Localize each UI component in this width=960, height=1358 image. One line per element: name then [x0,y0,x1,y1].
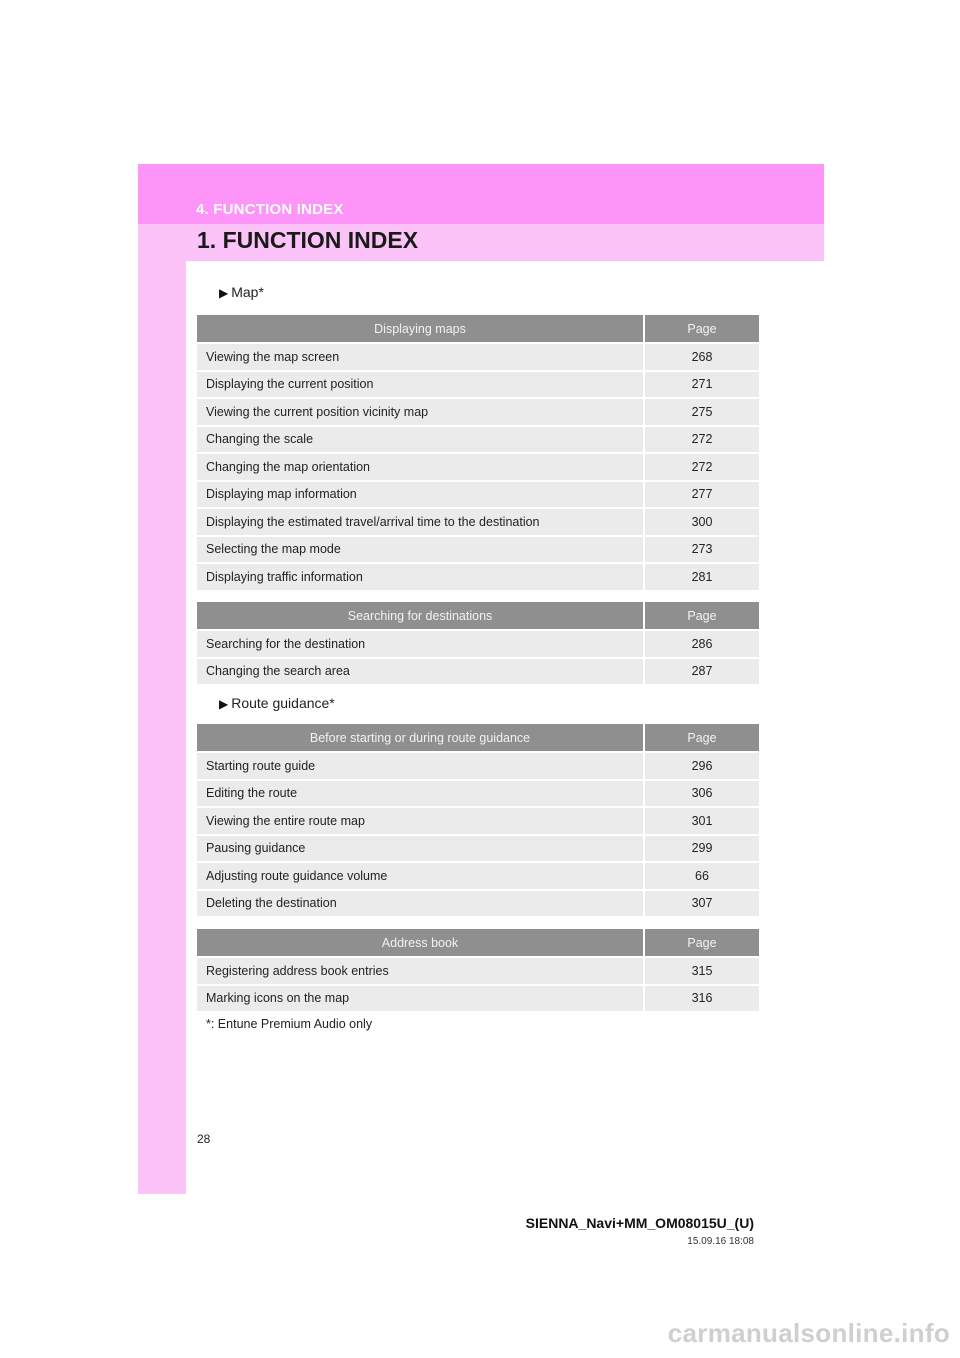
row-label: Adjusting route guidance volume [197,862,644,890]
table-row [197,563,759,590]
row-page-link[interactable]: 286 [644,630,759,658]
table-header-row [197,724,759,752]
row-label: Displaying the estimated travel/arrival time to the destination [197,508,644,536]
table-row [197,780,759,808]
table-row [197,426,759,454]
row-page-link[interactable]: 287 [644,658,759,685]
row-label: Changing the search area [197,658,644,685]
table-header-label: Before starting or during route guidance [197,724,644,752]
row-page-link[interactable]: 273 [644,536,759,564]
table-row [197,890,759,917]
table-row [197,752,759,780]
table-header-row [197,602,759,630]
table-row [197,481,759,509]
page-title: 1. FUNCTION INDEX [197,227,419,253]
table-header-page: Page [644,315,759,343]
row-label: Editing the route [197,780,644,808]
row-label: Viewing the entire route map [197,807,644,835]
row-page-link[interactable]: 66 [644,862,759,890]
row-page-link[interactable]: 281 [644,563,759,590]
watermark: carmanualsonline.info [667,1318,950,1348]
table-row [197,985,759,1012]
table-header-page: Page [644,724,759,752]
table-searching [197,602,759,684]
side-band [138,164,186,1194]
triangle-right-icon: ▶ [219,697,229,711]
row-label: Viewing the current position vicinity map [197,398,644,426]
row-label: Selecting the map mode [197,536,644,564]
triangle-right-icon: ▶ [219,286,229,300]
row-label: Changing the map orientation [197,453,644,481]
table-row [197,343,759,371]
table-header-row [197,315,759,343]
row-page-link[interactable]: 301 [644,807,759,835]
row-page-link[interactable]: 268 [644,343,759,371]
table-row [197,630,759,658]
table-row [197,508,759,536]
row-label: Deleting the destination [197,890,644,917]
row-label: Viewing the map screen [197,343,644,371]
table-row [197,835,759,863]
page-number: 28 [197,1132,211,1146]
table-row [197,658,759,685]
table-row [197,807,759,835]
table-route-guidance [197,724,759,916]
table-header-label: Address book [197,929,644,957]
document-id: SIENNA_Navi+MM_OM08015U_(U) [525,1215,754,1231]
table-header-row [197,929,759,957]
table-row [197,453,759,481]
subhead-route [219,695,335,711]
row-page-link[interactable]: 306 [644,780,759,808]
table-header-label: Searching for destinations [197,602,644,630]
row-label: Searching for the destination [197,630,644,658]
row-page-link[interactable]: 277 [644,481,759,509]
table-row [197,862,759,890]
table-header-page: Page [644,929,759,957]
row-page-link[interactable]: 272 [644,453,759,481]
subhead-route-label: Route guidance* [231,695,335,711]
row-label: Starting route guide [197,752,644,780]
row-page-link[interactable]: 307 [644,890,759,917]
row-label: Displaying map information [197,481,644,509]
row-page-link[interactable]: 275 [644,398,759,426]
table-row [197,371,759,399]
row-page-link[interactable]: 272 [644,426,759,454]
footnote: *: Entune Premium Audio only [206,1017,373,1031]
section-label: 4. FUNCTION INDEX [196,201,344,218]
table-row [197,957,759,985]
row-label: Marking icons on the map [197,985,644,1012]
table-row [197,536,759,564]
row-label: Displaying traffic information [197,563,644,590]
row-page-link[interactable]: 316 [644,985,759,1012]
subhead-map [219,284,264,300]
row-page-link[interactable]: 300 [644,508,759,536]
row-label: Displaying the current position [197,371,644,399]
document-timestamp: 15.09.16 18:08 [687,1236,754,1247]
row-page-link[interactable]: 315 [644,957,759,985]
table-displaying-maps [197,315,759,590]
row-page-link[interactable]: 271 [644,371,759,399]
row-label: Pausing guidance [197,835,644,863]
row-label: Registering address book entries [197,957,644,985]
table-address-book [197,929,759,1011]
row-label: Changing the scale [197,426,644,454]
row-page-link[interactable]: 296 [644,752,759,780]
table-row [197,398,759,426]
table-header-page: Page [644,602,759,630]
row-page-link[interactable]: 299 [644,835,759,863]
subhead-map-label: Map* [231,284,264,300]
table-header-label: Displaying maps [197,315,644,343]
